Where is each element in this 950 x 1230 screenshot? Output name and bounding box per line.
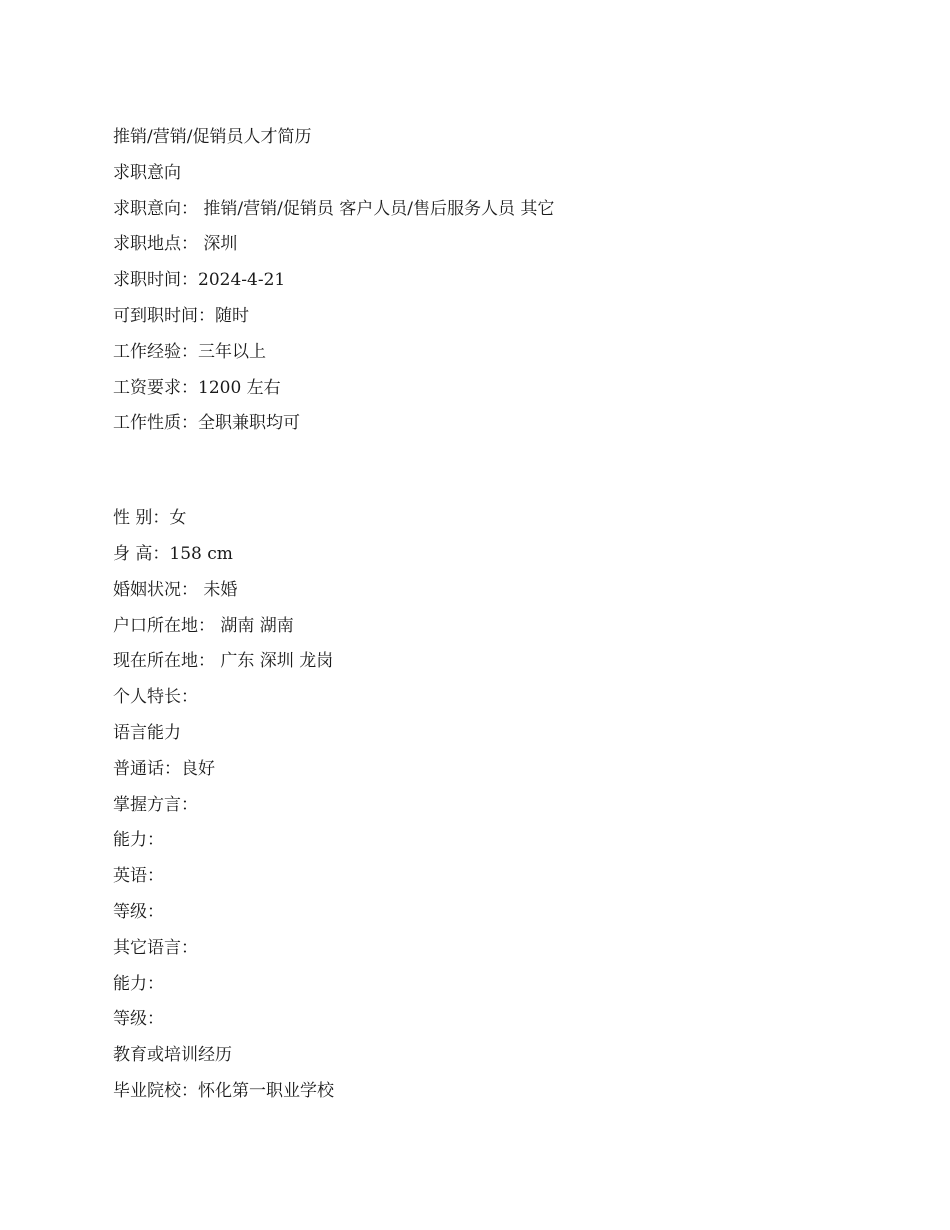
intent-line-availability: 可到职时间：随时 bbox=[113, 305, 249, 326]
intent-heading: 求职意向 bbox=[113, 162, 181, 183]
education-heading: 教育或培训经历 bbox=[113, 1045, 232, 1066]
education-line-school: 毕业院校：怀化第一职业学校 bbox=[113, 1080, 334, 1101]
intent-line-job-type: 工作性质：全职兼职均可 bbox=[113, 413, 300, 434]
resume-document bbox=[113, 120, 873, 1110]
personal-line-residence: 现在所在地： 广东 深圳 龙岗 bbox=[113, 651, 334, 672]
personal-line-specialty: 个人特长： bbox=[113, 687, 198, 708]
intent-line-location: 求职地点： 深圳 bbox=[113, 234, 238, 255]
section-spacer bbox=[113, 442, 873, 501]
language-line-other-ability: 能力： bbox=[113, 973, 164, 994]
personal-line-marital: 婚姻状况： 未婚 bbox=[113, 579, 238, 600]
intent-line-date: 求职时间：2024-4-21 bbox=[113, 270, 286, 291]
document-title: 推销/营销/促销员人才简历 bbox=[113, 127, 312, 147]
intent-line-salary: 工资要求：1200 左右 bbox=[113, 377, 281, 398]
personal-line-gender: 性 别：女 bbox=[113, 508, 187, 529]
language-heading: 语言能力 bbox=[113, 722, 181, 743]
personal-line-hukou: 户口所在地： 湖南 湖南 bbox=[113, 615, 294, 636]
language-line-dialect-ability: 能力： bbox=[113, 830, 164, 851]
language-line-english-level: 等级： bbox=[113, 901, 164, 922]
intent-line-experience: 工作经验：三年以上 bbox=[113, 341, 266, 362]
language-line-english: 英语： bbox=[113, 866, 164, 887]
personal-line-height: 身 高：158 cm bbox=[113, 543, 233, 564]
language-line-other-level: 等级： bbox=[113, 1009, 164, 1030]
language-line-dialect: 掌握方言： bbox=[113, 794, 198, 815]
language-line-other: 其它语言： bbox=[113, 937, 198, 958]
language-line-mandarin: 普通话：良好 bbox=[113, 758, 215, 779]
intent-line-position: 求职意向： 推销/营销/促销员 客户人员/售后服务人员 其它 bbox=[113, 198, 555, 219]
